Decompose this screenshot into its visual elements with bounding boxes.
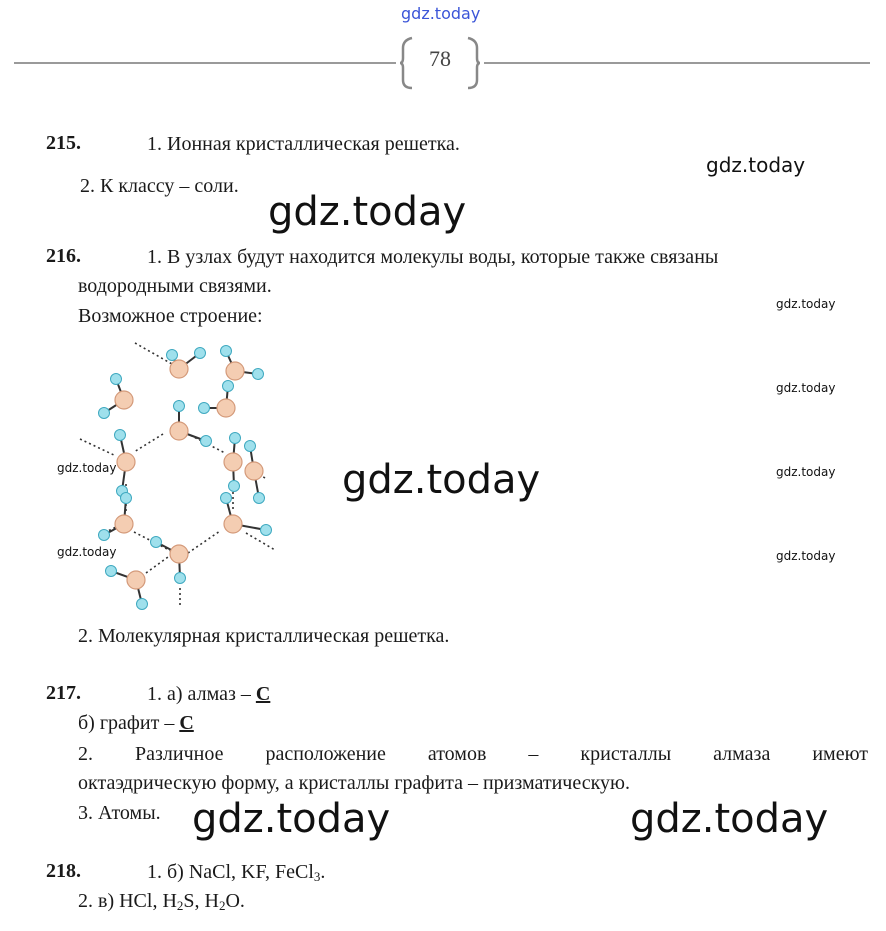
- water-molecules: [99, 346, 272, 610]
- hydrogen-atom: [199, 403, 210, 414]
- subscript: 2: [176, 898, 184, 913]
- subscript: 3: [313, 869, 321, 884]
- hydrogen-atom: [229, 481, 240, 492]
- ice-structure-diagram: [60, 338, 300, 610]
- task-216-number: 216.: [46, 245, 81, 267]
- oxygen-atom: [115, 391, 133, 409]
- oxygen-atom: [224, 453, 242, 471]
- watermark: gdz.today: [342, 457, 541, 503]
- hydrogen-atom: [115, 430, 126, 441]
- task-216-line-2: водородными связями.: [78, 275, 272, 297]
- task-218-line-1: [147, 860, 325, 884]
- hydrogen-atom: [221, 493, 232, 504]
- hydrogen-atom: [253, 369, 264, 380]
- task-218-line-1-end: .: [320, 861, 326, 883]
- header-rule-right: [484, 62, 870, 64]
- task-218-line-2-a: 2. в) HCl, H: [78, 890, 177, 912]
- watermark: gdz.today: [57, 461, 117, 475]
- task-217-number: 217.: [46, 682, 81, 704]
- watermark: gdz.today: [776, 381, 836, 395]
- hydrogen-atom: [121, 493, 132, 504]
- task-217-line-1-text: 1. а) алмаз –: [147, 683, 256, 705]
- page-number-box: [400, 36, 480, 90]
- watermark: gdz.today: [776, 549, 836, 563]
- hydrogen-atom: [151, 537, 162, 548]
- oxygen-atom: [170, 422, 188, 440]
- task-217-line-2: [78, 711, 194, 735]
- hydrogen-atom: [195, 348, 206, 359]
- task-217-line-2-text: б) графит –: [78, 712, 180, 734]
- oxygen-atom: [245, 462, 263, 480]
- header-rule-left: [14, 62, 396, 64]
- task-218-line-2-b: S, H: [183, 890, 219, 912]
- task-217-line-4: октаэдрическую форму, а кристаллы графита – призматическую.: [78, 772, 630, 794]
- watermark: gdz.today: [57, 545, 117, 559]
- task-217-line-1: [147, 682, 270, 706]
- watermark: gdz.today: [776, 297, 836, 311]
- oxygen-atom: [117, 453, 135, 471]
- oxygen-atom: [226, 362, 244, 380]
- oxygen-atom: [115, 515, 133, 533]
- oxygen-atom: [170, 545, 188, 563]
- hydrogen-atom: [254, 493, 265, 504]
- hydrogen-atom: [99, 408, 110, 419]
- hydrogen-atom: [99, 530, 110, 541]
- oxygen-atom: [127, 571, 145, 589]
- watermark: gdz.today: [630, 796, 829, 842]
- hydrogen-atom: [201, 436, 212, 447]
- task-216-line-3: Возможное строение:: [78, 305, 263, 327]
- page-number: 78: [429, 46, 451, 71]
- watermark: gdz.today: [192, 796, 391, 842]
- hydrogen-atom: [167, 350, 178, 361]
- oxygen-atom: [224, 515, 242, 533]
- watermark: gdz.today: [268, 189, 467, 235]
- formula-c-diamond: С: [255, 683, 271, 705]
- hydrogen-atom: [175, 573, 186, 584]
- hydrogen-atom: [106, 566, 117, 577]
- formula-c-graphite: С: [179, 712, 194, 734]
- task-215-line-2: 2. К классу – соли.: [80, 175, 239, 197]
- task-218-line-1-text: 1. б) NaCl, KF, FeCl: [147, 861, 314, 883]
- hydrogen-atom: [111, 374, 122, 385]
- hydrogen-atom: [223, 381, 234, 392]
- hydrogen-atom: [261, 525, 272, 536]
- watermark: gdz.today: [706, 153, 806, 177]
- task-217-line-3: 2. Различное расположение атомов – кристаллы алмаза имеют: [78, 743, 868, 765]
- oxygen-atom: [217, 399, 235, 417]
- hydrogen-atom: [137, 599, 148, 610]
- task-216-line-4: 2. Молекулярная кристаллическая решетка.: [78, 625, 450, 647]
- hydrogen-atom: [230, 433, 241, 444]
- task-218-line-2-c: O.: [225, 890, 245, 912]
- hydrogen-atom: [221, 346, 232, 357]
- task-218-line-2: [78, 889, 245, 913]
- task-215-line-1: 1. Ионная кристаллическая решетка.: [147, 133, 460, 155]
- task-217-line-5: 3. Атомы.: [78, 802, 161, 824]
- header-watermark: gdz.today: [401, 4, 481, 23]
- hydrogen-atom: [174, 401, 185, 412]
- hydrogen-atom: [245, 441, 256, 452]
- task-218-number: 218.: [46, 860, 81, 882]
- watermark: gdz.today: [776, 465, 836, 479]
- task-215-number: 215.: [46, 132, 81, 154]
- subscript: 2: [218, 898, 226, 913]
- oxygen-atom: [170, 360, 188, 378]
- task-216-line-1: 1. В узлах будут находится молекулы воды, которые также связаны: [147, 246, 719, 268]
